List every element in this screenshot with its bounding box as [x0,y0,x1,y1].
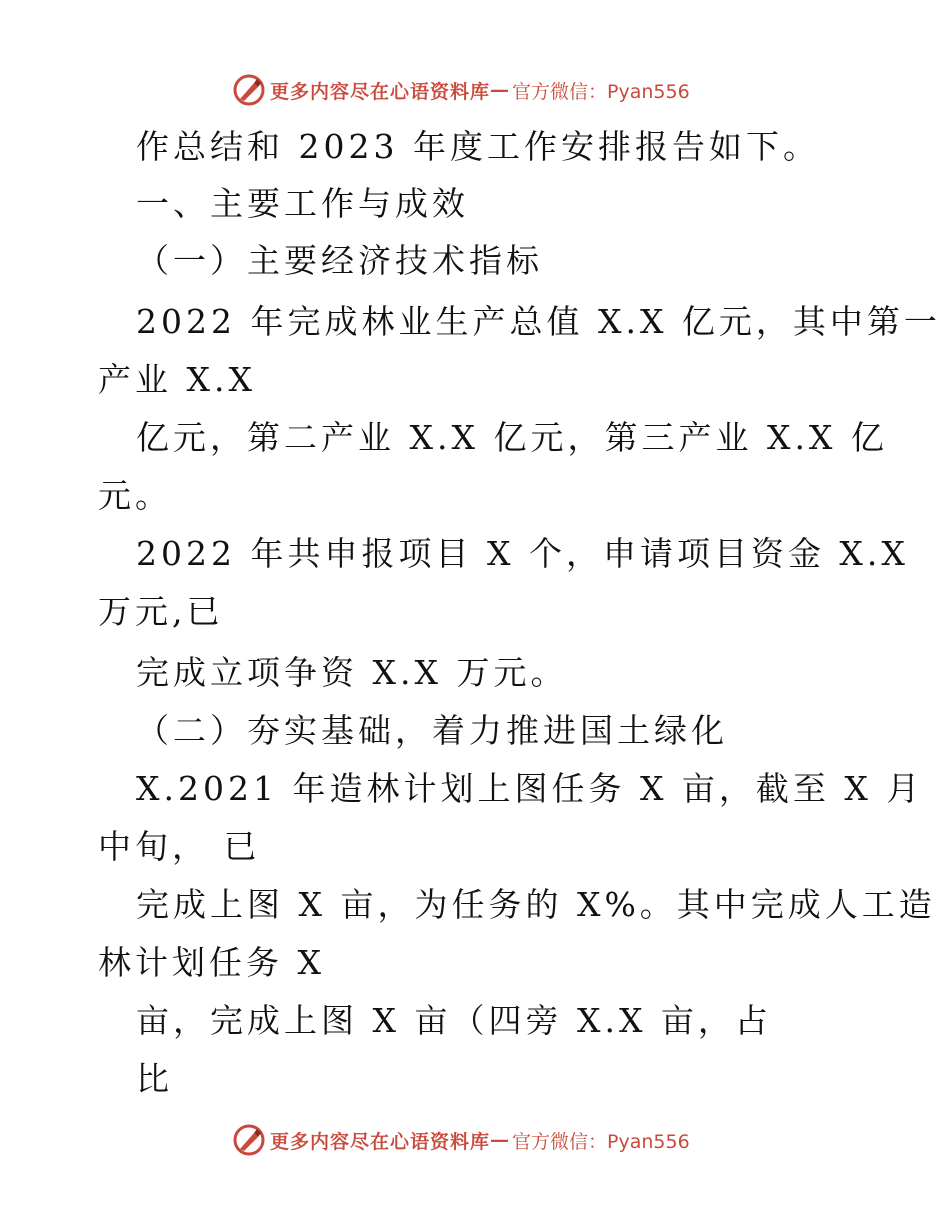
body-line: 元。 [98,476,172,515]
subsection-heading: （二）夯实基础，着力推进国土绿化 [136,711,728,750]
watermark-contact: 官方微信：Pyan556 [512,80,690,103]
body-line: 中旬， 已 [98,827,261,866]
body-line: 完成上图 X 亩，为任务的 X%。其中完成人工造 [136,885,936,924]
pen-logo-icon [232,1123,266,1157]
body-line: 比 [136,1059,173,1098]
body-line: X.2021 年造林计划上图任务 X 亩，截至 X 月 [136,769,924,808]
subsection-heading: （一）主要经济技术指标 [136,241,543,280]
watermark-separator: — [490,79,511,101]
pen-logo-icon [232,73,266,107]
body-line: 完成立项争资 X.X 万元。 [136,653,568,692]
watermark-separator: — [490,1129,511,1151]
watermark-banner-bottom [232,1122,690,1158]
watermark-text: 更多内容尽在心语资料库 [270,80,491,103]
section-heading: 一、主要工作与成效 [136,184,469,223]
body-line: 林计划任务 X [98,943,325,982]
watermark-text: 更多内容尽在心语资料库 [270,1130,491,1153]
watermark-contact: 官方微信：Pyan556 [512,1130,690,1153]
body-line: 作总结和 2023 年度工作安排报告如下。 [136,127,820,166]
body-line: 亩，完成上图 X 亩（四旁 X.X 亩，占 [136,1001,772,1040]
body-line: 产业 X.X [98,360,256,399]
body-line: 2022 年完成林业生产总值 X.X 亿元，其中第一 [136,302,941,341]
body-line: 2022 年共申报项目 X 个，申请项目资金 X.X [136,534,909,573]
body-line: 万元,已 [98,592,224,631]
watermark-banner-top [232,72,690,108]
body-line: 亿元，第二产业 X.X 亿元，第三产业 X.X 亿 [136,418,888,457]
